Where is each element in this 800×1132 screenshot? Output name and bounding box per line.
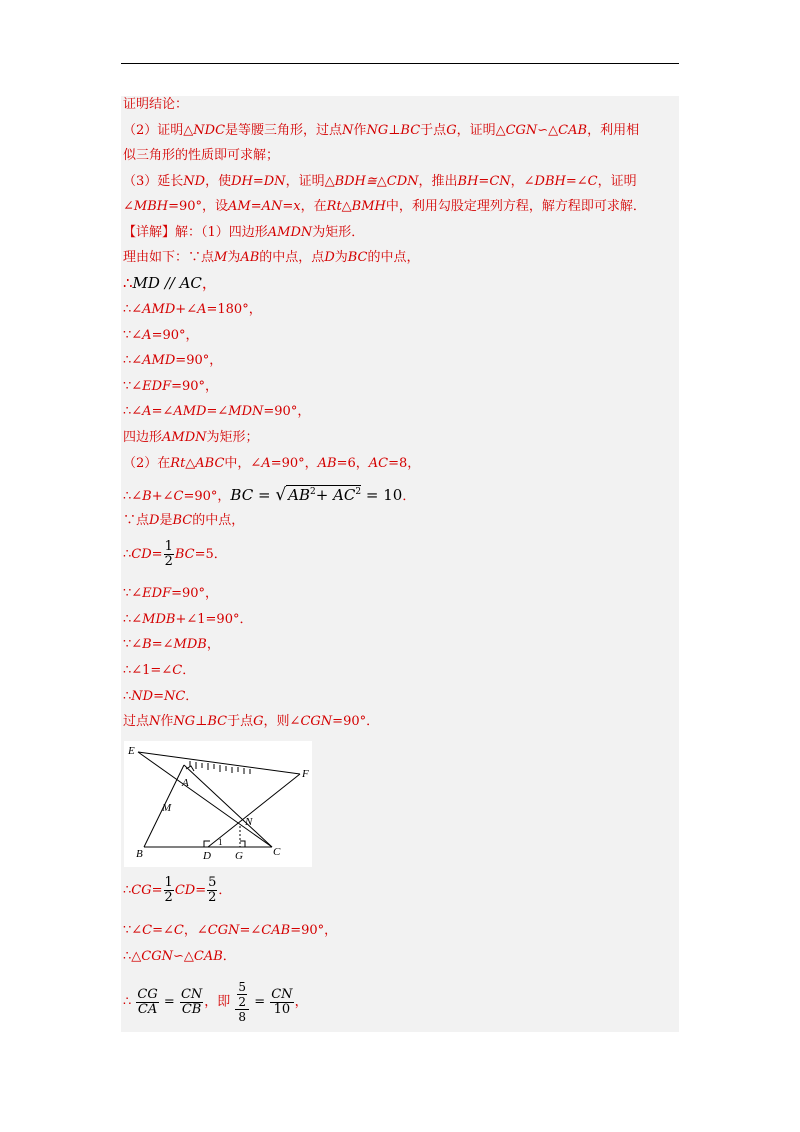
fraction: $\frac{CN}{10}$: [271, 986, 293, 1017]
label-c: C: [273, 846, 281, 858]
text-line: ∴∠A=∠AMD=∠MDN=90°，: [123, 404, 311, 419]
header-rule: [121, 63, 679, 64]
fraction: 5 2 8: [235, 980, 249, 1024]
text-line: ∴∠MDB+∠1=90°．: [123, 612, 253, 627]
text-line: 【详解】解：（1）四边形AMDN为矩形．: [123, 225, 365, 240]
label-e: E: [128, 745, 135, 757]
label-d: D: [203, 850, 211, 862]
text-line: ∵点D是BC的中点，: [123, 513, 245, 528]
text-line: ∵∠C=∠C，∠CGN=∠CAB=90°，: [123, 923, 338, 938]
text-line: ∴ND=NC．: [123, 689, 199, 704]
text-line: ∵∠A=90°，: [123, 328, 199, 343]
text-line: ∴△CGN∽△CAB．: [123, 949, 236, 964]
text-line: 理由如下：∵点M为AB的中点，点D为BC的中点，: [123, 250, 420, 265]
triangle-diagram: [124, 741, 312, 867]
geometry-figure: [124, 741, 312, 867]
text-line: 四边形AMDN为矩形；: [123, 430, 259, 445]
text-line: 证明结论：: [123, 97, 189, 112]
text-line: ∴CD= $\frac{1}{2}$ BC=5．: [123, 539, 227, 569]
text-line: ∵∠EDF=90°，: [123, 586, 219, 601]
text-line: 过点N作NG⊥BC于点G，则∠CGN=90°．: [123, 714, 380, 729]
text-line: ∴∠B+∠C=90°，BC = √ $AB^2+ AC^2 = 10$．: [123, 485, 416, 505]
text-line: ∴∠1=∠C．: [123, 663, 196, 678]
fraction: $\frac{1}{2}$: [164, 539, 173, 569]
label-angle-1: 1: [218, 837, 223, 847]
text-line: ∵∠B=∠MDB，: [123, 637, 220, 652]
fraction: $\frac{CN}{CB}$: [180, 986, 203, 1017]
fraction: $\frac{CG}{CA}$: [137, 986, 158, 1017]
text-line: ∴∠AMD=90°，: [123, 353, 223, 368]
text-line: ∴ $\frac{CG}{CA}$ = $\frac{CN}{CB}$ ，即 5 2 8 = $\frac{CN}{10}$ ，: [123, 980, 308, 1024]
text-line: （2）在Rt△ABC中，∠A=90°，AB=6，AC=8，: [123, 456, 421, 471]
text-line: ∠MBH=90°，设AM=AN=x，在Rt△BMH中，利用勾股定理列方程，解方程即可求解．: [123, 199, 646, 214]
label-a: A: [182, 777, 189, 789]
text-line: ∴MD // AC，: [123, 274, 217, 292]
fraction: $\frac{5}{2}$: [208, 875, 217, 905]
label-b: B: [136, 848, 143, 860]
text-line: ∴∠AMD+∠A=180°，: [123, 302, 262, 317]
text-line: ∴CG= $\frac{1}{2}$ CD= $\frac{5}{2}$ ．: [123, 875, 232, 905]
text-line: ∵∠EDF=90°，: [123, 379, 219, 394]
label-m: M: [162, 802, 172, 814]
label-g: G: [235, 850, 243, 862]
fraction: $\frac{1}{2}$: [164, 875, 173, 905]
label-f: F: [302, 768, 309, 780]
label-n: N: [245, 816, 253, 828]
text-line: （3）延长ND，使DH=DN，证明△BDH≅△CDN，推出BH=CN，∠DBH=∠C，证明: [123, 174, 637, 189]
text-line: （2）证明△NDC是等腰三角形，过点N作NG⊥BC于点G，证明△CGN∽△CAB，利用相: [123, 123, 640, 138]
text-line: 似三角形的性质即可求解；: [123, 148, 280, 163]
